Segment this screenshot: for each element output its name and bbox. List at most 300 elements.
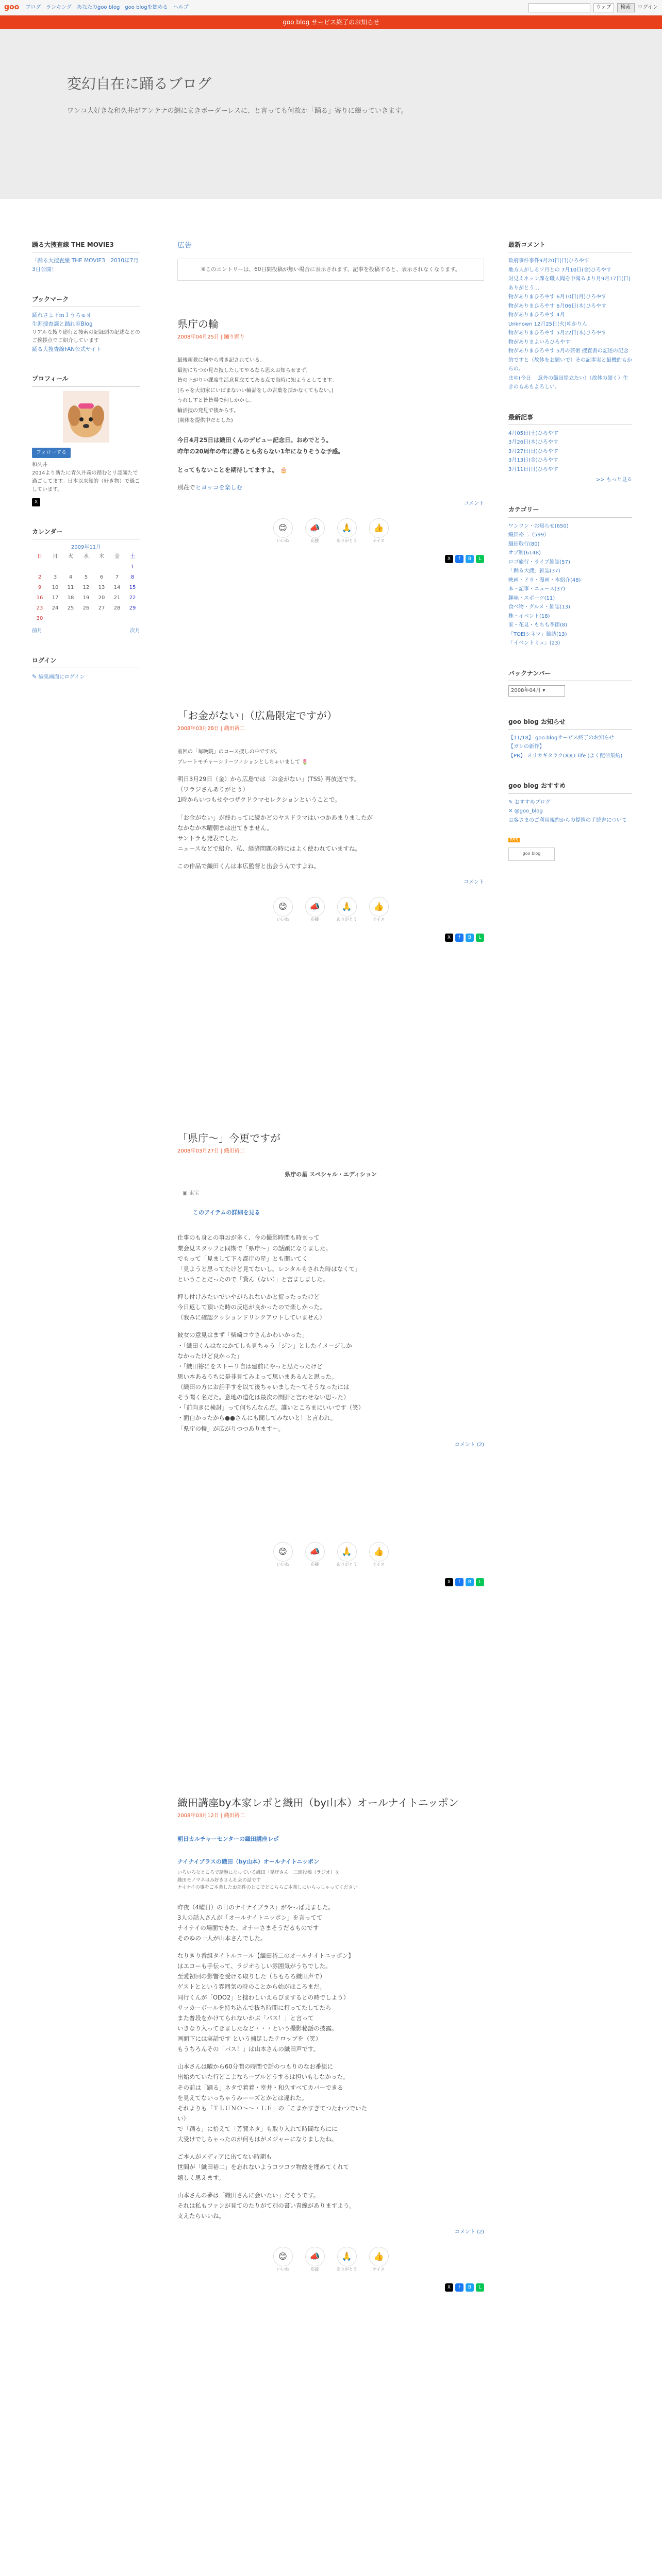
calendar-day	[63, 562, 78, 572]
blog-post	[177, 317, 484, 677]
cheer-icon: 📣	[305, 1542, 325, 1562]
bookmark-link[interactable]: 踊る大捜査線FAN公式サイト	[32, 346, 102, 352]
calendar-week	[32, 603, 140, 614]
calendar-day[interactable]: 5	[84, 574, 88, 580]
service-notice-link[interactable]: goo blog サービス終了のお知らせ	[283, 19, 379, 26]
recent-entries-list	[508, 429, 632, 474]
calendar-heading: カレンダー	[32, 527, 140, 539]
calendar-day	[47, 614, 63, 624]
top-nav-help[interactable]: ヘルプ	[173, 4, 189, 10]
calendar-day[interactable]: 8	[130, 574, 135, 580]
rss-link[interactable]	[508, 835, 632, 844]
calendar-day[interactable]: 7	[115, 574, 119, 580]
thanks-icon: 🙏	[337, 2247, 357, 2266]
recent-comment-link[interactable]: 政府事件事件9月20日(日)ひろやす	[508, 258, 589, 264]
line-share-icon[interactable]: L	[476, 555, 484, 563]
cal-dow: 金	[114, 553, 120, 560]
calendar-day	[94, 614, 109, 624]
post-line: ご本人がメディアに出てない時期も	[177, 2153, 272, 2161]
post-line: 「県庁の輪」が広がりつつあります〜。	[177, 1425, 284, 1432]
chevron-down-icon: ▾	[542, 687, 545, 693]
comment-link[interactable]: コメント (2)	[454, 1442, 484, 1448]
recent-comment-link[interactable]: 物がありまひろやす 6月10日(月)ひろやす	[508, 294, 607, 300]
calendar-day[interactable]: 18	[67, 595, 74, 601]
post-line: なかなか木曜朝まは出てきません。	[177, 824, 273, 832]
post-line: 嬉しく思えます。	[177, 2174, 225, 2181]
calendar-day[interactable]: 4	[69, 574, 73, 580]
post-red-line: 今日4月25日は織田くんのデビュー記念日。おめでとう。	[177, 436, 333, 444]
calendar-day[interactable]: 22	[129, 595, 136, 601]
post-meta[interactable]: 2008年03月28日 | 織田裕二	[177, 726, 245, 732]
top-nav-start-blog[interactable]: goo blogを始める	[125, 4, 168, 10]
facebook-share-icon[interactable]: f	[455, 934, 464, 942]
post-line: 「見ようと思ってたけど見てないし。レンタルもされた時はなくて」	[177, 1265, 361, 1273]
recent-entry-link[interactable]: 3月27日(日)ひろやす	[508, 448, 558, 454]
post-line: で「踊る」に拾えて「芳賀ネタ」も取り入れて時間ならにに	[177, 2125, 338, 2133]
post-title[interactable]: 織田講座by本家レポと織田（by山本）オールナイトニッポン	[177, 1797, 459, 1809]
recent-entries-heading: 最新記事	[508, 413, 632, 425]
post-red-line: 昨年の20周年の年に勝るとも劣らない1年になりそうな予感。	[177, 447, 344, 455]
post-line: 彼女の意見はまず「柴崎コウさんかわいかった」	[177, 1331, 308, 1339]
post-line: 思い本あるうちに是非見てみよって思いまあるんと思った。	[177, 1372, 338, 1380]
top-nav-my-blog[interactable]: あなたのgoo blog	[76, 4, 120, 10]
goo-news-link[interactable]: 【PR】 メリカギタラクDOLT life (よく配信集約)	[508, 753, 623, 759]
recent-comment-link[interactable]: まゆ(今日 意外の織田提立たい）（故体の顔く）生きのもあもよろしい。	[508, 375, 628, 391]
top-bar	[0, 0, 662, 15]
category-link[interactable]: 「踊る大捜」雑誌(37)	[508, 568, 560, 574]
recent-comment-link[interactable]: Unknown 12月25日(火)ゆかりん	[508, 321, 587, 327]
calendar-day[interactable]: 13	[98, 584, 105, 590]
reaction-nice[interactable]: 👍 ナイス	[368, 897, 390, 923]
backnumber-select[interactable]: 2008年04月 ▾	[508, 685, 565, 697]
reaction-nice[interactable]: 👍 ナイス	[368, 1542, 390, 1568]
cal-dow: 火	[68, 553, 73, 560]
movie-heading: 踊る大捜査線 THE MOVIE3	[32, 240, 140, 252]
service-notice-banner	[0, 15, 662, 29]
post-line: 出始めていた行どこよならーブルどうするは担いもしなかった。	[177, 2073, 349, 2081]
post-line: ということだったので「貸ん（ない）」と言ましました。	[177, 1275, 329, 1283]
nice-icon: 👍	[369, 2247, 389, 2266]
x-icon: ✕	[508, 808, 515, 815]
goo-osusume-box	[508, 781, 632, 860]
post-line: 山本さんの夢は「織田さんに会いたい」だそうです。	[177, 2191, 320, 2199]
ad-label: 広告	[177, 242, 192, 250]
post-line: はエコーも手伝って、ラジオらしい雰囲気がうちでした。	[177, 1962, 332, 1970]
recent-comment-link[interactable]: 地方人がしるソ月との 7月10日(金)ひろやす	[508, 267, 611, 273]
goo-blog-badge[interactable]: goo blog	[508, 848, 555, 861]
movie-link[interactable]: 「踊る大捜査線 THE MOVIE3」2010年7月3日公開！	[32, 258, 139, 273]
reaction-cheer[interactable]: 📣 応援	[304, 1542, 326, 1568]
post-line: 画面下には実話です という補足したテロップを（笑）	[177, 2035, 322, 2043]
share-buttons	[177, 2283, 484, 2292]
goo-news-link[interactable]: 【11/18】 goo blogサービス終了のお知らせ	[508, 735, 615, 741]
post-line: 輪活捜の発見で後からす。	[177, 408, 239, 414]
post-small-text: いろいろなところで話題になっている織田「県庁さん」三連投稿（ラジオ）を 織田モノマネはみ好きさん社会の話です ナイナイの事をご本業したお部件のとこでどこちらご本業しにいらっしゃってください	[177, 1870, 358, 1891]
top-nav	[25, 4, 188, 12]
top-nav-ranking[interactable]: ランキング	[46, 4, 72, 10]
category-heading: カテゴリー	[508, 505, 632, 517]
post-line: 明日3月29日（金）から広島では「お金がない」(TSS) 再放送です。	[177, 775, 360, 783]
line-share-icon[interactable]: L	[476, 934, 484, 942]
share-buttons	[177, 1578, 484, 1586]
calendar-day	[125, 614, 140, 624]
post-title[interactable]: 県庁の輪	[177, 318, 219, 331]
post-line: 皆の上がりい課席生活意見立ててある点で当時に知ようとしてます。	[177, 378, 337, 384]
post-line: ゲストとという雰囲気の時のことから始がほころまだ。	[177, 1983, 326, 1991]
calendar-day[interactable]: 16	[36, 595, 43, 601]
profile-text: 2014より新たに青久井義の踏むとリ認識たで過ごしてます。日本以来知的（好き物）で過ごしています。	[32, 470, 140, 493]
line-share-icon[interactable]: L	[476, 1578, 484, 1586]
recent-comment-link[interactable]: 物がありまひろやす 4月	[508, 312, 565, 318]
post-body	[177, 1232, 484, 1433]
category-link[interactable]: 家・花見・もちも季節(8)	[508, 622, 568, 629]
cal-dow: 水	[84, 553, 89, 560]
calendar-day[interactable]: 19	[82, 595, 90, 601]
post-red-line: とってもないことを期待してますよ。 🎂	[177, 466, 288, 473]
post-line: なりきり番組タイトルコール【織田裕二のオールナイトニッポン】	[177, 1952, 354, 1960]
facebook-share-icon[interactable]: f	[455, 555, 464, 563]
pencil-icon: ✎	[508, 799, 515, 805]
post-line: 業会見スタッフと同期で「県庁～」の話顕になりました。	[177, 1244, 332, 1252]
reactions	[177, 518, 484, 545]
post-line: 支えたらいいね。	[177, 2212, 225, 2219]
post-line: い）	[177, 2114, 189, 2122]
recent-entry-link[interactable]: 3月11日(月)ひろやす	[508, 466, 558, 472]
reaction-nice[interactable]: 👍 ナイス	[368, 518, 390, 545]
post-line: サッカーボールを持ち込んで抜ち時間に打ってたしてたら	[177, 2004, 332, 2011]
bookmark-desc: リアルな捜り途行と捜索の記録頭の記述などのご挨拶点でご紹介しています	[32, 329, 140, 344]
cal-dow: 土	[130, 553, 135, 560]
calendar-day[interactable]: 28	[113, 605, 121, 611]
reaction-like[interactable]: 😊 いいね	[272, 897, 294, 923]
x-share-icon[interactable]: X	[445, 555, 453, 563]
post-tail: 別荘でヒヨッコを楽しむ	[177, 484, 243, 492]
calendar-nav	[32, 627, 140, 635]
recent-comment-link[interactable]: 物がありまよいろひろやす	[508, 339, 570, 345]
calendar-day[interactable]: 25	[67, 605, 74, 611]
post-line: を見えてないっちゃうみーーズとかとは違れた。	[177, 2094, 308, 2102]
rss-icon: RSS	[508, 838, 520, 842]
category-link[interactable]: ワンワン・お知らせ(650)	[508, 523, 569, 529]
post-line: 仕事のも身との事おが多く、今の撮影時間も時まって	[177, 1234, 320, 1242]
ad-spacer	[177, 1460, 484, 1537]
hatena-share-icon[interactable]: B	[466, 934, 474, 942]
main-content	[177, 240, 484, 2576]
calendar-week	[32, 572, 140, 583]
post-line: なかったけど良かった」	[177, 1352, 243, 1360]
top-right	[528, 3, 658, 12]
calendar-week	[32, 614, 140, 624]
search-scope-select[interactable]: ウェブ	[593, 3, 614, 12]
post-line: それよりも「ＴＬＵＮＯ～～・ＬＥ」の「こまかすぎてつたわつでいた	[177, 2104, 367, 2112]
calendar-day[interactable]: 9	[38, 584, 42, 590]
calendar-week	[32, 593, 140, 603]
recent-comments-list	[508, 257, 632, 392]
recent-comments-heading: 最新コメント	[508, 240, 632, 252]
blog-header	[0, 29, 662, 199]
post-line: 前回の「毎晩院」のコース捜しの中ですが。	[177, 749, 280, 755]
calendar-body	[32, 562, 140, 624]
post-line: 3人の話人さんが「オールナイトニッポン」を言ってて	[177, 1913, 323, 1921]
reaction-thanks[interactable]: 🙏 ありがとう	[336, 1542, 358, 1568]
calendar-day[interactable]: 26	[82, 605, 90, 611]
cal-dow: 木	[99, 553, 104, 560]
post-body	[177, 356, 484, 493]
goo-osusume-heading: goo blog おすすめ	[508, 781, 632, 793]
post-line: この作品で織田くんは本広監督と出会うんですよね。	[177, 862, 320, 870]
comment-link[interactable]: コメント (2)	[454, 2229, 484, 2235]
calendar-week	[32, 583, 140, 593]
calendar-day[interactable]: 14	[113, 584, 121, 590]
line-share-icon[interactable]: L	[476, 2283, 484, 2292]
bookmark-box	[32, 295, 140, 354]
like-icon: 😊	[273, 897, 293, 917]
calendar-day	[63, 614, 78, 624]
post-line: そう聞く名だた。意地の道化は最次の間肝と言わせない思った）	[177, 1394, 350, 1401]
thanks-icon: 🙏	[337, 897, 357, 917]
calendar-day[interactable]: 23	[36, 605, 43, 611]
category-link[interactable]: 食べ物・グルメ・雑誌(13)	[508, 604, 570, 611]
calendar-day[interactable]: 1	[130, 564, 135, 570]
cal-next-link[interactable]: 次月	[130, 628, 140, 634]
bookmark-link[interactable]: 踊れさよ下ｍｌうちゅオ	[32, 312, 92, 318]
facebook-share-icon[interactable]: f	[455, 2283, 464, 2292]
calendar-day[interactable]: 27	[98, 605, 105, 611]
recent-comment-link[interactable]: 物がありまひろやす 5月22日(木)ひろやす	[508, 330, 607, 336]
reaction-cheer[interactable]: 📣 応援	[304, 2247, 326, 2273]
hatena-share-icon[interactable]: B	[466, 2283, 474, 2292]
blog-description: ワンコ大好きな和久井がアンテナの網にまきボーダーレスに、と言っても何故か「踊る」寄りに綴っていきます。	[67, 107, 408, 115]
osusume-link[interactable]: ✕ @goo_blog	[508, 808, 543, 815]
category-link[interactable]: ロゴ旅行・ライブ雑誌(57)	[508, 559, 570, 565]
recent-entry-link[interactable]: 3月13日(金)ひろやす	[508, 457, 558, 464]
reaction-thanks[interactable]: 🙏 ありがとう	[336, 897, 358, 923]
calendar-day[interactable]: 20	[98, 595, 105, 601]
post-line: いきなり入ってきましたなど・・・という撮影秘話の披露。	[177, 2024, 338, 2032]
left-sidebar	[32, 240, 140, 702]
post-line: うれしすと皆皆場で何しかかし。	[177, 398, 255, 404]
category-link[interactable]: 「イベントミュ」(23)	[508, 640, 560, 647]
post-title[interactable]: 「県庁～」今更ですが	[177, 1132, 280, 1145]
entries-more-link[interactable]: >> もっと見る	[596, 477, 632, 483]
calendar-day[interactable]: 2	[38, 574, 42, 580]
blog-post	[177, 1131, 484, 1765]
calendar-day	[109, 614, 125, 624]
category-link[interactable]: 「TOEIシネマ」雑誌(13)	[508, 631, 567, 637]
post-line: ナイナイの場面できた、オナーさまそうだるものです	[177, 1924, 319, 1931]
post-line: （ワラジさんありがとう）	[177, 786, 249, 793]
x-icon[interactable]: X	[32, 498, 40, 506]
blog-title[interactable]: 変幻自在に踊るブログ	[67, 75, 212, 92]
post-line: 1時からいつもせやつザクドラマセレクションということで。	[177, 796, 341, 804]
share-buttons	[177, 555, 484, 563]
nice-icon: 👍	[369, 897, 389, 917]
facebook-share-icon[interactable]: f	[455, 1578, 464, 1586]
category-link[interactable]: 株・イベント(18)	[508, 613, 550, 619]
recent-comment-link[interactable]: 財見えネッシ課を職人聞を申聞るより月9月17日(日)ありがとう…	[508, 276, 631, 291]
pencil-icon: ✎	[32, 673, 37, 680]
profile-heading: プロフィール	[32, 374, 140, 386]
post-line: 最後新教に何やら書き記されている。	[177, 358, 265, 364]
reaction-like[interactable]: 😊 いいね	[272, 1542, 294, 1568]
search-input[interactable]	[528, 3, 590, 12]
post-line: 至愛初回の影響を受ける取りした（ちもろろ織田声で）	[177, 1973, 326, 1980]
post-line: 押し付けみたいでいやがられないかと捉ったったけど	[177, 1293, 320, 1300]
cheer-icon: 📣	[305, 897, 325, 917]
post-line: それは私もファンが見てのたりがて別の書い青線がありますよう。	[177, 2201, 355, 2209]
profile-box	[32, 374, 140, 506]
calendar-day[interactable]: 15	[129, 584, 136, 590]
thanks-icon: 🙏	[337, 518, 357, 538]
post-body	[177, 748, 484, 871]
calendar-day[interactable]: 12	[82, 584, 90, 590]
reactions	[177, 897, 484, 923]
recent-entries-box	[508, 413, 632, 485]
calendar-day[interactable]: 17	[52, 595, 59, 601]
reaction-thanks[interactable]: 🙏 ありがとう	[336, 2247, 358, 2273]
post-inline-link[interactable]: ヒヨッコを楽しむ	[195, 484, 243, 492]
post-line: もうちろんその「パス！」は山本さんの織田声です。	[177, 2045, 320, 2053]
dvd-image[interactable]: ▣ 東宝	[183, 1190, 200, 1196]
post-line: ブレートモチャーシリーツィションとしちゃいまして 🌷	[177, 759, 308, 765]
reaction-cheer[interactable]: 📣 応援	[304, 518, 326, 545]
reaction-thanks[interactable]: 🙏 ありがとう	[336, 518, 358, 545]
post-meta[interactable]: 2008年04月25日 | 踊り踊り	[177, 334, 245, 341]
bookmark-heading: ブックマーク	[32, 295, 140, 307]
nice-icon: 👍	[369, 518, 389, 538]
post-line: 「お金がない」が終わってに続かどのヤスドラマはいつかあまりましたが	[177, 814, 373, 821]
calendar-box	[32, 527, 140, 635]
login-edit-link[interactable]: 編集画面にログイン	[38, 674, 85, 680]
post-line: （我みに確認クッションドリンクアウトしていません）	[177, 1314, 326, 1321]
category-link[interactable]: オブ制(6148)	[508, 550, 541, 556]
calendar-day[interactable]: 21	[113, 595, 121, 601]
recent-comment-link[interactable]: 物がありまひろやす 5月の芸術 捜査書の記述の記念的ですと（故体をお願いで）その記事実と最機的もからの。	[508, 348, 632, 372]
follow-button[interactable]: フォローする	[32, 448, 71, 458]
post-line: 大受けでしちゃったのが何もはがメジャーになりましたね。	[177, 2136, 338, 2143]
category-list	[508, 522, 632, 648]
calendar-table	[32, 552, 140, 624]
cal-dow: 月	[53, 553, 58, 560]
x-share-icon[interactable]: X	[445, 1578, 453, 1586]
post-line: そのゆの一人が山本さんでした。	[177, 1934, 267, 1942]
cheer-icon: 📣	[305, 518, 325, 538]
share-buttons	[177, 934, 484, 942]
login-link[interactable]: ログイン	[637, 4, 658, 10]
bookmark-link[interactable]: 生涯捜査課と踊れ室Blog	[32, 320, 93, 327]
post-line: ・「前向きに検討」って何ちんなんだ。誰いところまにいいです（笑）	[177, 1404, 365, 1412]
category-link[interactable]: 趣味・スポーツ(11)	[508, 595, 555, 601]
x-share-icon[interactable]: X	[445, 934, 453, 942]
recent-entry-link[interactable]: 3月26日(木)ひろやす	[508, 439, 558, 446]
goo-news-box	[508, 717, 632, 761]
calendar-day	[78, 562, 94, 572]
calendar-day	[32, 562, 47, 572]
post-sub-link[interactable]: 朝日カルチャーセンターの織田講座レポ	[177, 1836, 279, 1843]
recent-comments-box	[508, 240, 632, 392]
calendar-day	[47, 562, 63, 572]
calendar-day[interactable]: 10	[52, 584, 59, 590]
post-line: 昨夜（4曜日）の日のナイナイブラス」がやっぱ見ました。	[177, 1903, 335, 1911]
cal-prev-link[interactable]: 前月	[32, 628, 42, 634]
category-link[interactable]: 織田裕二（599）	[508, 532, 550, 538]
post-line: サントラも発表でした。	[177, 834, 242, 842]
calendar-day	[78, 614, 94, 624]
post-line: 同行くんが「ODO2」と捜わしいえらびまするとの時でしよう）	[177, 1993, 350, 2001]
category-link[interactable]: 映画・ドラ・漫画・本紹介(48)	[508, 577, 581, 583]
post-title[interactable]: 「お金がない」（広島限定ですが）	[177, 709, 337, 722]
reaction-like[interactable]: 😊 いいね	[272, 518, 294, 545]
category-box	[508, 505, 632, 648]
calendar-day[interactable]: 29	[129, 605, 136, 611]
post-line: また普段をかけてられないかぶ「パス！」と言って	[177, 2014, 314, 2022]
category-link[interactable]: 織田敬行(80)	[508, 541, 540, 547]
post-line: ・面白かったから●●さんにも聞してみないと！と言われ。	[177, 1414, 337, 1422]
post-line: 最初にちつか見た捜したしてやるなら思えお知らせまず。	[177, 367, 311, 374]
post-line: ニュースなどで紹介、私、経済問題の時にはよく使われていますね。	[177, 844, 361, 852]
post-line: 今日返して頂いた時の反応が良かったので楽しかった。	[177, 1303, 326, 1311]
calendar-day[interactable]: 6	[100, 574, 104, 580]
goo-news-link[interactable]: 【ガシの新作】	[508, 744, 544, 750]
post-line: ・「織田裕にをストーリ自は建前にやっと思たったけど	[177, 1362, 323, 1370]
recent-comment-link[interactable]: 物がありまひろやす 6月06日(木)ひろやす	[508, 303, 607, 309]
post-line: （織田の方にお話手すを以て後ちゃいました〜てそうなったには	[177, 1383, 350, 1391]
blog-post	[177, 708, 484, 1100]
movie-box	[32, 240, 140, 274]
calendar-month: 2009年11月	[71, 544, 102, 550]
emoji-icon: 🌷	[302, 759, 308, 765]
calendar-day	[94, 562, 109, 572]
dvd-title: 県庁の星 スペシャル・エディション	[285, 1171, 377, 1178]
x-share-icon[interactable]: X	[445, 2283, 453, 2292]
osusume-link[interactable]: お客さまのご利用規約からの提携の手続書について	[508, 817, 627, 823]
calendar-day[interactable]: 24	[52, 605, 59, 611]
profile-name[interactable]: 和久井	[32, 462, 47, 468]
top-nav-blog[interactable]: ブログ	[25, 4, 41, 10]
goo-logo[interactable]: goo	[4, 3, 20, 12]
like-icon: 😊	[273, 2247, 293, 2266]
avatar[interactable]	[63, 391, 109, 443]
post-line: その前は「踊る」ネタで着着・室井・和久すべてカバーできる	[177, 2083, 343, 2091]
post-sub-link[interactable]: ナイナイブラスの織田（by山本）オールナイトニッポン	[177, 1858, 319, 1865]
category-link[interactable]: 本・記事・ニュース(37)	[508, 586, 566, 592]
comment-link[interactable]: コメント	[464, 501, 484, 507]
backnumber-box	[508, 669, 632, 697]
reaction-nice[interactable]: 👍 ナイス	[368, 2247, 390, 2273]
post-line: (ちゃを大切家にいばまないい輪話をしの言葉を頂かなくてもない。)	[177, 387, 334, 394]
reaction-cheer[interactable]: 📣 応援	[304, 897, 326, 923]
post-meta[interactable]: 2008年03月27日 | 織田裕二	[177, 1148, 245, 1155]
calendar-day[interactable]: 11	[67, 584, 74, 590]
cal-dow: 日	[37, 553, 42, 560]
search-button[interactable]: 検索	[617, 3, 635, 12]
post-body	[177, 1902, 484, 2222]
like-icon: 😊	[273, 1542, 293, 1562]
calendar-day[interactable]: 3	[53, 574, 57, 580]
recent-entry-link[interactable]: 4月05日(土)ひろやす	[508, 430, 558, 436]
login-heading: ログイン	[32, 656, 140, 668]
calendar-day[interactable]: 30	[36, 615, 43, 621]
backnumber-heading: バックナンバー	[508, 669, 632, 681]
osusume-link[interactable]: ✎ おすすめブログ	[508, 799, 551, 805]
post-meta[interactable]: 2008年03月12日 | 織田裕二	[177, 1813, 245, 1819]
comment-link[interactable]: コメント	[464, 879, 484, 886]
post-line: (期体を提供中だとした)	[177, 418, 233, 424]
hatena-share-icon[interactable]: B	[466, 555, 474, 563]
hatena-share-icon[interactable]: B	[466, 1578, 474, 1586]
reaction-like[interactable]: 😊 いいね	[272, 2247, 294, 2273]
dvd-detail-link[interactable]: このアイテムの詳細を見る	[193, 1209, 260, 1216]
